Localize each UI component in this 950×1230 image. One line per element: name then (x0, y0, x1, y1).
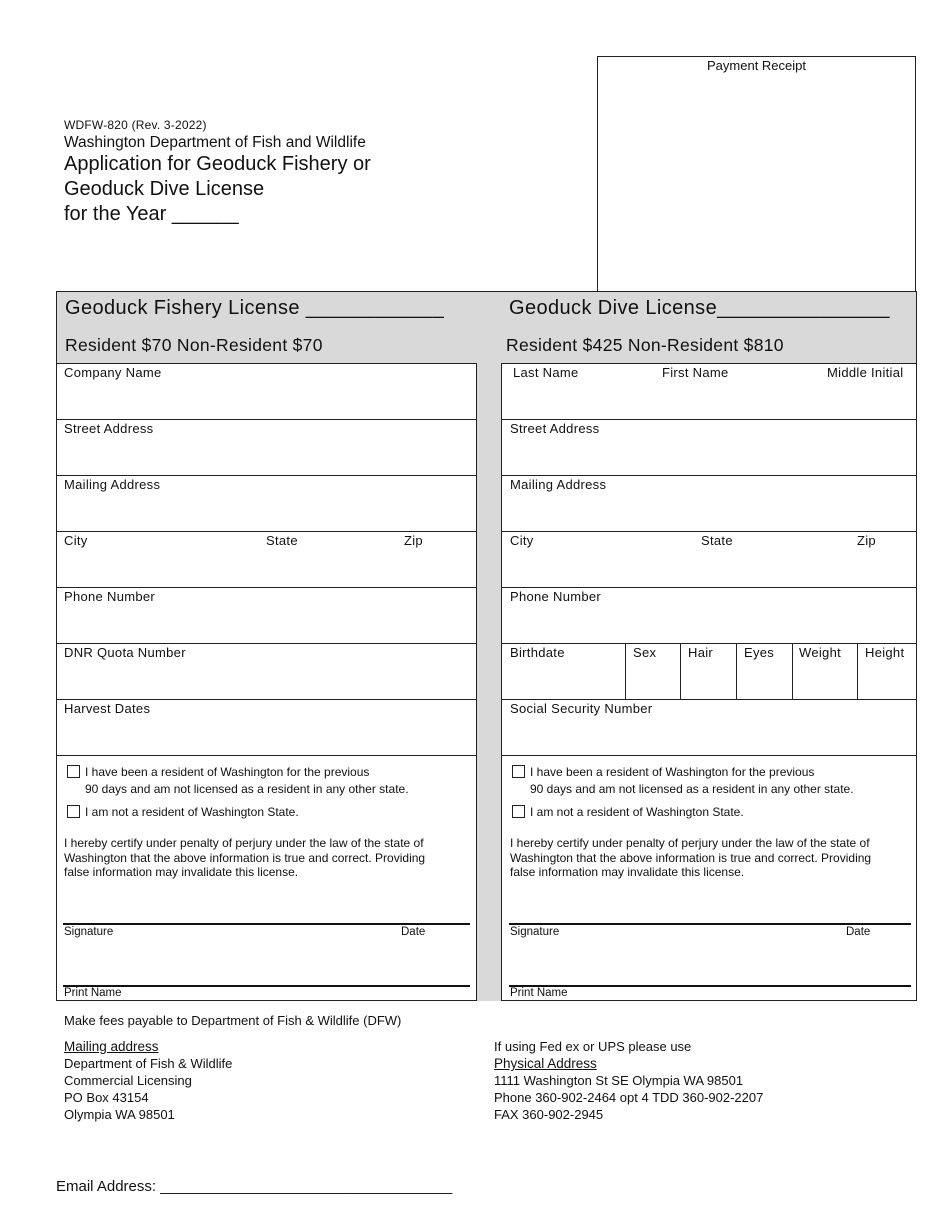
dnr-quota-label: DNR Quota Number (64, 645, 186, 660)
mailing-address-label: Mailing Address (510, 477, 607, 492)
agency-name: Washington Department of Fish and Wildlife (64, 134, 366, 151)
resident-statement-line2: 90 days and am not licensed as a resident in any other state. (530, 782, 854, 796)
fishery-license-title: Geoduck Fishery License ____________ (65, 297, 445, 319)
mailing-address-block (64, 1038, 232, 1123)
fishery-city-state-zip-field[interactable] (57, 532, 476, 588)
first-name-label: First Name (662, 365, 729, 380)
fishery-fees: Resident $70 Non-Resident $70 (65, 335, 323, 355)
weight-label: Weight (799, 645, 842, 660)
mailing-address-label: Mailing Address (64, 477, 161, 492)
physical-line: 1111 Washington St SE Olympia WA 98501 (494, 1073, 744, 1088)
fishery-resident-checkbox[interactable] (67, 765, 80, 778)
dive-city-state-zip-field[interactable] (502, 532, 916, 588)
date-label: Date (846, 926, 871, 938)
fishery-nonresident-checkbox[interactable] (67, 805, 80, 818)
zip-label: Zip (857, 533, 876, 548)
physical-line: Phone 360-902-2464 opt 4 TDD 360-902-2207 (494, 1090, 764, 1105)
column-divider (476, 363, 502, 1001)
form-code: WDFW-820 (Rev. 3-2022) (64, 118, 207, 132)
mailing-heading: Mailing address (64, 1039, 159, 1054)
fishery-mailing-address-field[interactable] (57, 476, 476, 532)
certification-text (64, 836, 449, 880)
fishery-phone-field[interactable] (57, 588, 476, 644)
fishery-street-address-field[interactable] (57, 420, 476, 476)
zip-label: Zip (404, 533, 423, 548)
street-address-label: Street Address (510, 421, 600, 436)
mailing-line: Olympia WA 98501 (64, 1107, 175, 1122)
physical-line: FAX 360-902-2945 (494, 1107, 604, 1122)
print-name-label: Print Name (510, 987, 568, 999)
payment-receipt-box (597, 56, 916, 292)
mailing-line: PO Box 43154 (64, 1090, 149, 1105)
cert-line-1: I hereby certify under penalty of perjury under the law of the state of (510, 836, 870, 850)
phone-label: Phone Number (510, 589, 602, 604)
company-name-field[interactable] (57, 364, 476, 420)
fishery-print-name-line[interactable] (63, 985, 470, 987)
physical-heading: Physical Address (494, 1056, 597, 1071)
physical-description-row (502, 644, 916, 700)
fishery-signature-line[interactable] (63, 923, 470, 925)
resident-statement-line2: 90 days and am not licensed as a resident in any other state. (85, 782, 409, 796)
hair-label: Hair (688, 645, 714, 660)
dive-street-address-field[interactable] (502, 420, 916, 476)
name-field[interactable] (502, 364, 916, 420)
phone-label: Phone Number (64, 589, 156, 604)
dnr-quota-field[interactable] (57, 644, 476, 700)
dive-print-name-line[interactable] (509, 985, 911, 987)
middle-initial-label: Middle Initial (827, 365, 904, 380)
dive-mailing-address-field[interactable] (502, 476, 916, 532)
last-name-label: Last Name (513, 365, 579, 380)
hair-cell[interactable] (680, 644, 714, 699)
state-label: State (701, 533, 733, 548)
weight-cell[interactable] (792, 644, 842, 699)
title-line-3: for the Year ______ (64, 203, 239, 225)
company-name-label: Company Name (64, 365, 162, 380)
print-name-label: Print Name (64, 987, 122, 999)
dive-fees: Resident $425 Non-Resident $810 (506, 335, 784, 355)
dive-phone-field[interactable] (502, 588, 916, 644)
ssn-label: Social Security Number (510, 701, 653, 716)
street-address-label: Street Address (64, 421, 154, 436)
height-label: Height (865, 645, 905, 660)
payable-note: Make fees payable to Department of Fish & Wildlife (DFW) (64, 1013, 402, 1028)
dive-signature-line[interactable] (509, 923, 911, 925)
harvest-dates-label: Harvest Dates (64, 701, 151, 716)
cert-line-3: false information may invalidate this license. (510, 865, 745, 879)
dive-panel (501, 363, 917, 1001)
date-label: Date (401, 926, 426, 938)
city-label: City (64, 533, 88, 548)
license-type-band (56, 291, 917, 329)
state-label: State (266, 533, 298, 548)
resident-statement-line1: I have been a resident of Washington for the previous (85, 765, 370, 779)
resident-statement-line1: I have been a resident of Washington for the previous (530, 765, 815, 779)
eyes-label: Eyes (744, 645, 775, 660)
cert-line-2: Washington that the above information is true and correct. Providing (510, 850, 872, 865)
mailing-line: Commercial Licensing (64, 1073, 192, 1088)
nonresident-statement: I am not a resident of Washington State. (85, 805, 299, 819)
physical-address-block (494, 1038, 763, 1123)
signature-label: Signature (64, 926, 114, 938)
title-line-1: Application for Geoduck Fishery or (64, 153, 371, 175)
sex-cell[interactable] (625, 644, 657, 699)
signature-label: Signature (510, 926, 560, 938)
cert-line-1: I hereby certify under penalty of perjury under the law of the state of (64, 836, 424, 850)
harvest-dates-field[interactable] (57, 700, 476, 756)
payment-receipt-label: Payment Receipt (707, 58, 806, 73)
fishery-panel (56, 363, 477, 1001)
dive-resident-checkbox[interactable] (512, 765, 525, 778)
ssn-field[interactable] (502, 700, 916, 756)
sex-label: Sex (633, 645, 657, 660)
height-cell[interactable] (857, 644, 905, 699)
form-title (64, 152, 371, 227)
city-label: City (510, 533, 534, 548)
license-fee-band (56, 329, 917, 363)
mailing-line: Department of Fish & Wildlife (64, 1056, 233, 1071)
dive-license-title: Geoduck Dive License_______________ (509, 297, 890, 319)
eyes-cell[interactable] (736, 644, 775, 699)
cert-line-3: false information may invalidate this license. (64, 865, 299, 879)
cert-line-2: Washington that the above information is true and correct. Providing (64, 850, 426, 865)
dive-nonresident-checkbox[interactable] (512, 805, 525, 818)
email-address-field[interactable]: Email Address: ___________________________________ (56, 1178, 453, 1195)
nonresident-statement: I am not a resident of Washington State. (530, 805, 744, 819)
title-line-2: Geoduck Dive License (64, 178, 265, 200)
birthdate-label: Birthdate (510, 645, 565, 660)
fedex-note: If using Fed ex or UPS please use (494, 1039, 692, 1054)
certification-text (510, 836, 895, 880)
